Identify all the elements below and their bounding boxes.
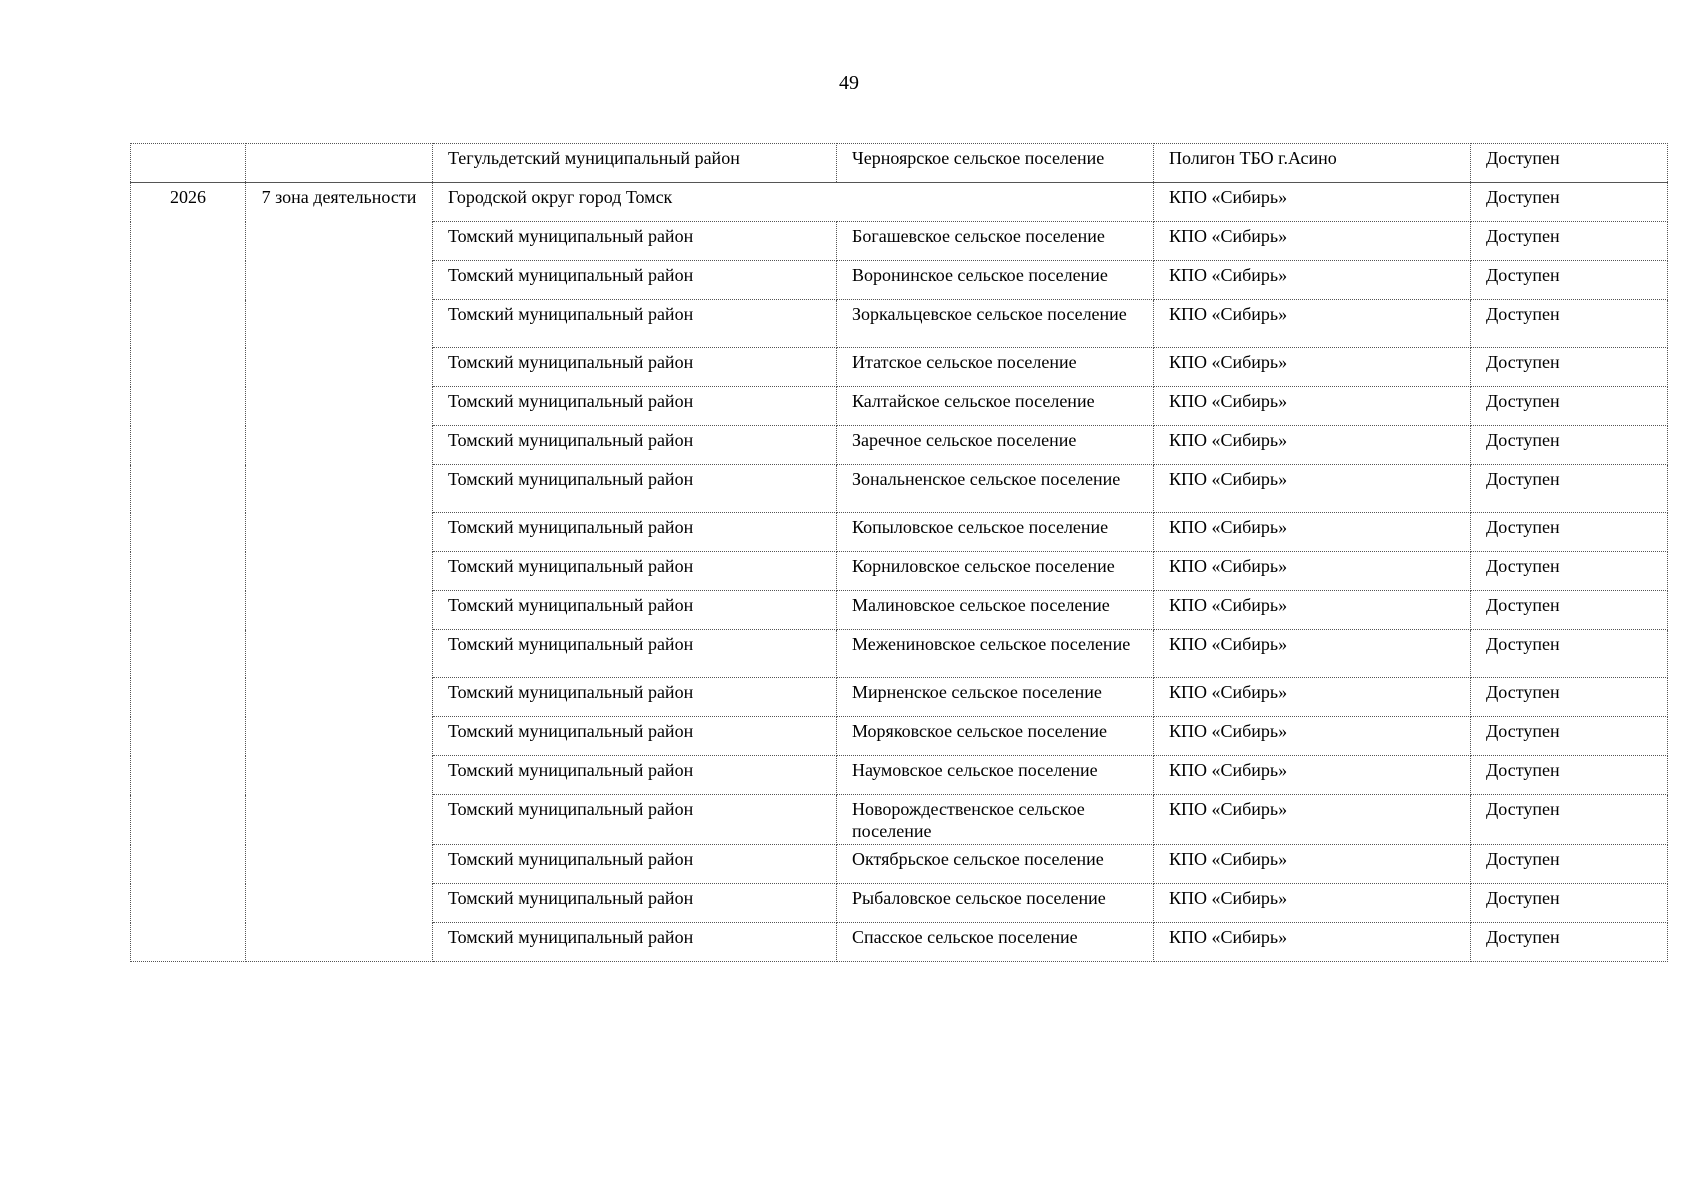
- facility-cell: КПО «Сибирь»: [1154, 591, 1471, 630]
- facility-cell: КПО «Сибирь»: [1154, 387, 1471, 426]
- settlement-cell: Черноярское сельское поселение: [837, 144, 1154, 183]
- facility-cell: КПО «Сибирь»: [1154, 795, 1471, 845]
- status-cell: Доступен: [1471, 261, 1668, 300]
- facility-cell: КПО «Сибирь»: [1154, 426, 1471, 465]
- status-cell: Доступен: [1471, 678, 1668, 717]
- facility-cell: КПО «Сибирь»: [1154, 222, 1471, 261]
- facility-cell: КПО «Сибирь»: [1154, 348, 1471, 387]
- status-cell: Доступен: [1471, 144, 1668, 183]
- settlement-cell: Воронинское сельское поселение: [837, 261, 1154, 300]
- year-cell: 2026: [131, 183, 246, 962]
- facility-cell: КПО «Сибирь»: [1154, 845, 1471, 884]
- settlement-cell: Новорождественское сельское поселение: [837, 795, 1154, 845]
- settlement-cell: Малиновское сельское поселение: [837, 591, 1154, 630]
- table-row: [131, 144, 1668, 183]
- settlement-cell: Заречное сельское поселение: [837, 426, 1154, 465]
- district-cell: Томский муниципальный район: [433, 465, 837, 513]
- status-cell: Доступен: [1471, 300, 1668, 348]
- table-body: [131, 144, 1668, 962]
- status-cell: Доступен: [1471, 845, 1668, 884]
- status-cell: Доступен: [1471, 222, 1668, 261]
- district-cell: Томский муниципальный район: [433, 756, 837, 795]
- facility-cell: КПО «Сибирь»: [1154, 678, 1471, 717]
- district-cell: Томский муниципальный район: [433, 348, 837, 387]
- district-cell: Томский муниципальный район: [433, 300, 837, 348]
- facility-cell: КПО «Сибирь»: [1154, 630, 1471, 678]
- status-cell: Доступен: [1471, 795, 1668, 845]
- settlement-cell: Зоркальцевское сельское поселение: [837, 300, 1154, 348]
- facility-cell: Полигон ТБО г.Асино: [1154, 144, 1471, 183]
- district-cell: Томский муниципальный район: [433, 717, 837, 756]
- status-cell: Доступен: [1471, 513, 1668, 552]
- district-cell: Томский муниципальный район: [433, 552, 837, 591]
- district-cell: Томский муниципальный район: [433, 845, 837, 884]
- settlement-cell: Итатское сельское поселение: [837, 348, 1154, 387]
- settlement-cell: Межениновское сельское поселение: [837, 630, 1154, 678]
- status-cell: Доступен: [1471, 348, 1668, 387]
- facility-cell: КПО «Сибирь»: [1154, 300, 1471, 348]
- district-cell: Томский муниципальный район: [433, 387, 837, 426]
- district-cell: Томский муниципальный район: [433, 222, 837, 261]
- status-cell: Доступен: [1471, 183, 1668, 222]
- status-cell: Доступен: [1471, 552, 1668, 591]
- status-cell: Доступен: [1471, 591, 1668, 630]
- facility-cell: КПО «Сибирь»: [1154, 884, 1471, 923]
- settlement-cell: Рыбаловское сельское поселение: [837, 884, 1154, 923]
- settlement-cell: Богашевское сельское поселение: [837, 222, 1154, 261]
- waste-zone-table: [130, 143, 1668, 962]
- facility-cell: КПО «Сибирь»: [1154, 923, 1471, 962]
- district-cell: Городской округ город Томск: [433, 183, 1154, 222]
- facility-cell: КПО «Сибирь»: [1154, 261, 1471, 300]
- facility-cell: КПО «Сибирь»: [1154, 552, 1471, 591]
- settlement-cell: Копыловское сельское поселение: [837, 513, 1154, 552]
- facility-cell: КПО «Сибирь»: [1154, 465, 1471, 513]
- facility-cell: КПО «Сибирь»: [1154, 513, 1471, 552]
- facility-cell: КПО «Сибирь»: [1154, 717, 1471, 756]
- status-cell: Доступен: [1471, 717, 1668, 756]
- district-cell: Томский муниципальный район: [433, 261, 837, 300]
- status-cell: Доступен: [1471, 426, 1668, 465]
- settlement-cell: Зональненское сельское поселение: [837, 465, 1154, 513]
- settlement-cell: Моряковское сельское поселение: [837, 717, 1154, 756]
- page-number: 49: [839, 72, 859, 94]
- district-cell: Томский муниципальный район: [433, 884, 837, 923]
- district-cell: Томский муниципальный район: [433, 795, 837, 845]
- district-cell: Томский муниципальный район: [433, 513, 837, 552]
- settlement-cell: Калтайское сельское поселение: [837, 387, 1154, 426]
- district-cell: Томский муниципальный район: [433, 426, 837, 465]
- zone-cell: 7 зона деятельности: [246, 183, 433, 962]
- settlement-cell: Корниловское сельское поселение: [837, 552, 1154, 591]
- settlement-cell: Октябрьское сельское поселение: [837, 845, 1154, 884]
- district-cell: Томский муниципальный район: [433, 630, 837, 678]
- status-cell: Доступен: [1471, 884, 1668, 923]
- table-row: [131, 183, 1668, 222]
- status-cell: Доступен: [1471, 630, 1668, 678]
- status-cell: Доступен: [1471, 387, 1668, 426]
- facility-cell: КПО «Сибирь»: [1154, 183, 1471, 222]
- status-cell: Доступен: [1471, 465, 1668, 513]
- settlement-cell: Спасское сельское поселение: [837, 923, 1154, 962]
- district-cell: Тегульдетский муниципальный район: [433, 144, 837, 183]
- zone-cell: [246, 144, 433, 183]
- settlement-cell: Мирненское сельское поселение: [837, 678, 1154, 717]
- district-cell: Томский муниципальный район: [433, 591, 837, 630]
- status-cell: Доступен: [1471, 756, 1668, 795]
- status-cell: Доступен: [1471, 923, 1668, 962]
- settlement-cell: Наумовское сельское поселение: [837, 756, 1154, 795]
- district-cell: Томский муниципальный район: [433, 678, 837, 717]
- district-cell: Томский муниципальный район: [433, 923, 837, 962]
- year-cell: [131, 144, 246, 183]
- facility-cell: КПО «Сибирь»: [1154, 756, 1471, 795]
